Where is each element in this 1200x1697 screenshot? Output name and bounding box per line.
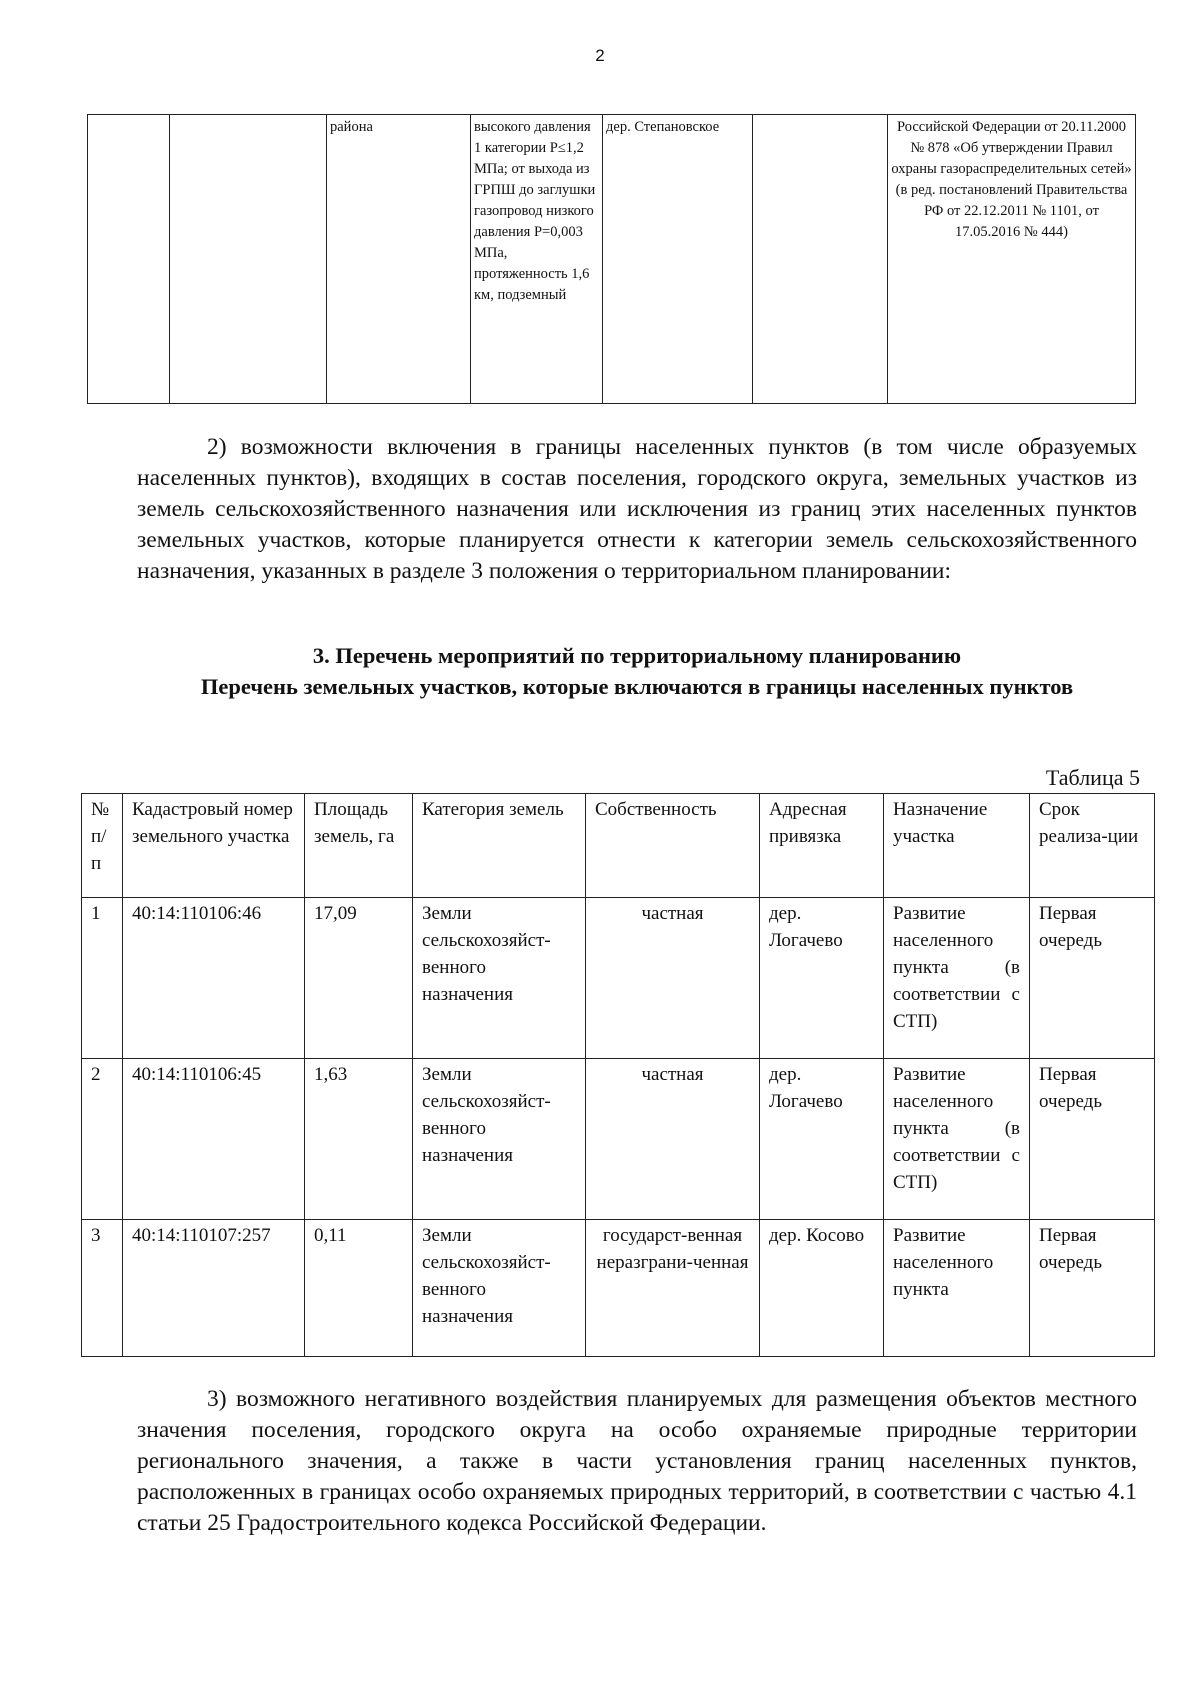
table-cell-district: района	[327, 115, 471, 404]
cell-term: Первая очередь	[1030, 1220, 1155, 1357]
header-cadastral: Кадастровый номер земельного участка	[123, 794, 305, 898]
table-header-row	[82, 794, 1155, 898]
header-ownership: Собственность	[586, 794, 760, 898]
header-area: Площадь земель, га	[305, 794, 413, 898]
cell-number: 3	[82, 1220, 123, 1357]
header-number: № п/п	[82, 794, 123, 898]
section-heading	[137, 640, 1137, 702]
header-term: Срок реализа-ции	[1030, 794, 1155, 898]
header-purpose: Назначение участка	[884, 794, 1030, 898]
cell-purpose: Развитие населенного пункта	[884, 1220, 1030, 1357]
cell-ownership: частная	[586, 1059, 760, 1220]
cell-number: 2	[82, 1059, 123, 1220]
section-title-line1: 3. Перечень мероприятий по территориальному планированию	[312, 643, 962, 668]
paragraph-2	[137, 432, 1137, 587]
paragraph-3	[137, 1384, 1137, 1539]
table-cell-empty	[753, 115, 888, 404]
table-caption: Таблица 5	[1045, 765, 1140, 790]
paragraph-2-text: 2) возможности включения в границы населенных пунктов (в том числе образуемых населенных пунктов), входящих в состав поселения, городского округа, земельных участков из земель сельскохозяйственного назначения или исключения из границ этих населенных пунктов земельных участков, которые планируется отнести к категории земель сельскохозяйственного назначения, указанных в разделе 3 положения о территориальном планировании:	[137, 434, 1137, 584]
cell-address: дер. Косово	[760, 1220, 884, 1357]
cell-term: Первая очередь	[1030, 1059, 1155, 1220]
land-plots-table	[81, 793, 1155, 1357]
table-cell-description: высокого давления 1 категории Р≤1,2 МПа; от выхода из ГРПШ до заглушки газопровод низкого давления Р=0,003 МПа, протяженность 1,6 км, подземный	[471, 115, 603, 404]
page-number: 2	[595, 46, 605, 65]
header-category: Категория земель	[413, 794, 586, 898]
cell-cadastral: 40:14:110106:46	[123, 898, 305, 1059]
cell-address: дер. Логачево	[760, 898, 884, 1059]
cell-ownership: государст-венная неразграни-ченная	[586, 1220, 760, 1357]
table-row	[82, 898, 1155, 1059]
paragraph-3-text: 3) возможного негативного воздействия планируемых для размещения объектов местного значения поселения, городского округа на особо охраняемые природные территории регионального значения, а также в части установления границ населенных пунктов, расположенных в границах особо охраняемых природных территорий, в соответствии с частью 4.1 статьи 25 Градостроительного кодекса Российской Федерации.	[137, 1386, 1137, 1536]
cell-term: Первая очередь	[1030, 898, 1155, 1059]
table-row	[88, 115, 1136, 404]
table-cell-empty	[170, 115, 327, 404]
cell-cadastral: 40:14:110106:45	[123, 1059, 305, 1220]
cell-address: дер. Логачево	[760, 1059, 884, 1220]
cell-number: 1	[82, 898, 123, 1059]
cell-category: Земли сельскохозяйст-венного назначения	[413, 1059, 586, 1220]
continuation-table	[87, 114, 1136, 404]
table-cell-legal-reference: Российской Федерации от 20.11.2000 № 878 «Об утверждении Правил охраны газораспределительных сетей» (в ред. постановлений Правительства РФ от 22.12.2011 № 1101, от 17.05.2016 № 444)	[888, 115, 1136, 404]
cell-category: Земли сельскохозяйст-венного назначения	[413, 898, 586, 1059]
cell-area: 1,63	[305, 1059, 413, 1220]
table-row	[82, 1220, 1155, 1357]
cell-purpose: Развитие населенного пункта (в соответствии с СТП)	[884, 898, 1030, 1059]
cell-area: 17,09	[305, 898, 413, 1059]
section-title-line2: Перечень земельных участков, которые включаются в границы населенных пунктов	[200, 674, 1074, 699]
header-address: Адресная привязка	[760, 794, 884, 898]
cell-purpose: Развитие населенного пункта (в соответствии с СТП)	[884, 1059, 1030, 1220]
cell-ownership: частная	[586, 898, 760, 1059]
cell-cadastral: 40:14:110107:257	[123, 1220, 305, 1357]
table-row	[82, 1059, 1155, 1220]
table-cell-location: дер. Степановское	[603, 115, 753, 404]
table-cell-empty	[88, 115, 170, 404]
cell-category: Земли сельскохозяйст-венного назначения	[413, 1220, 586, 1357]
cell-area: 0,11	[305, 1220, 413, 1357]
